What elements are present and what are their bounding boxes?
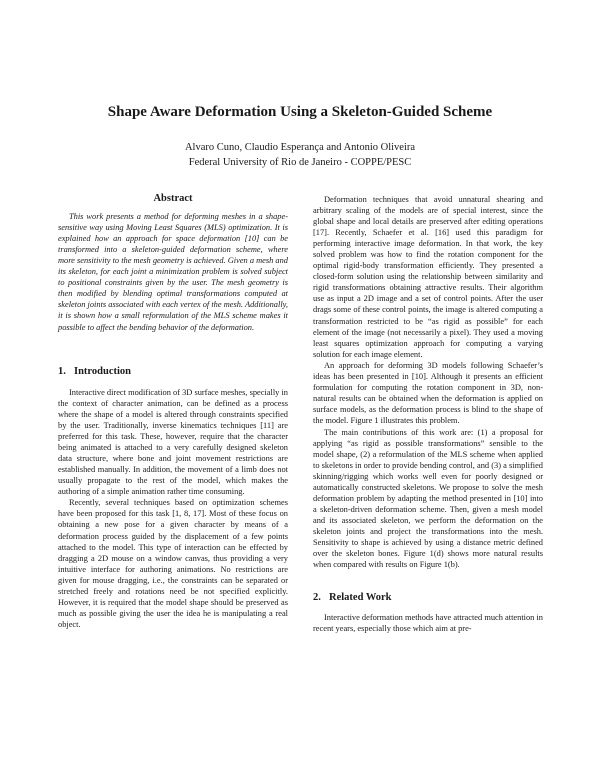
right-column: [313, 194, 543, 634]
paragraph: Interactive deformation methods have attracted much attention in recent years, especially those which aim at pre-: [313, 613, 543, 634]
abstract-heading: Abstract: [153, 193, 193, 204]
paragraph: Recently, several techniques based on optimization schemes have been proposed for this task [1, 8, 17]. Most of these focus on obtaining a new pose for a given character by means of a deformation process guided by the displacement of a few points attached to the model. This type of interaction can be effected by dragging a 2D mouse on a window canvas, thus providing a very intuitive interface for authoring animations. No restrictions are given for mouse dragging, i.e., the constraints can be separated or stretched freely and rotations need be not specified explicitly. However, it is required that the model shape should be preserved as much as possible giving the user the idea he is manipulating a real object.: [58, 498, 288, 629]
section-title: Introduction: [74, 365, 131, 377]
paragraph: Interactive direct modification of 3D surface meshes, specially in the context of character animation, can be defined as a process where the shape of a model is altered through constraints specified by the user. Traditionally, inverse kinematics techniques [11] are preferred for this task. These, however, require that the character being animated is attached to a very carefully designed skeleton data structure, where bone and joint movement restrictions are established manually. In addition, the movement of a limb does not usually propagate to the rest of the model, which makes the authoring of a simple animation rather time consuming.: [58, 387, 288, 497]
paragraph: Deformation techniques that avoid unnatural shearing and arbitrary scaling of the models are of special interest, since the global shape and local details are preserved after editing operations [17]. Recently, Schaefer et al. [16] used this paradigm for performing interactive image deformation. In that work, the key solved problem was how to find the rotation component for the optimal rigid-body transformation efficiently. They presented a closed-form solution using the relationship between similarity and rigid transformations obtaining attractive results. Their algorithm use as input a 2D image and a set of control points. After the user drags some of these control points, the image is altered computing a transformation restricted to be “as rigid as possible” for each element of the image (not necessarily a pixel). They used a moving least squares optimization approach for computing a varying solution for each image element.: [313, 195, 543, 359]
abstract-text: This work presents a method for deforming meshes in a shape-sensitive way using Moving Least Squares (MLS) optimization. It is explained how an approach for space deformation [10] can be transformed into a skeleton-guided deformation scheme, where more sensitivity to the mesh geometry is achieved. Given a mesh and its skeleton, for each joint a minimization problem is solved subject to positional constraints given by the user. The mesh geometry is then modified by blending optimal transformations computed at skeleton joints associated with each vertex of the mesh. Additionally, it is shown how a small reformulation of the MLS scheme makes it possible to affect the bending behavior of the deformation.: [58, 212, 288, 332]
author-affiliation: Federal University of Rio de Janeiro - COPPE/PESC: [188, 157, 412, 168]
related-work-heading: [313, 592, 543, 603]
section-title: Related Work: [329, 592, 392, 604]
paper-title: Shape Aware Deformation Using a Skeleton-Guided Scheme: [107, 104, 493, 120]
introduction-heading: [58, 366, 288, 377]
author-block: [0, 140, 600, 170]
left-column: [58, 193, 288, 630]
paragraph: The main contributions of this work are: (1) a proposal for applying “as rigid as possible transformations” sensible to the model shape, (2) a reformulation of the MLS scheme when applied to skeletons in order to provide bending control, and (3) a simplified skinning/rigging which works well even for poorly designed or automatically constructed skeletons. We propose to solve the mesh deformation problem by adapting the method presented in [10] into a skeleton-driven deformation scheme. Then, given a mesh model and its associated skeleton, we perform the deformation on the skeleton joints and project the transformations into the mesh. Sensitivity to shape is achieved by using a distance metric defined over the skeleton bones. Figure 1(d) shows more natural results when compared with results on Figure 1(b).: [313, 427, 543, 570]
author-names: Alvaro Cuno, Claudio Esperança and Antonio Oliveira: [184, 142, 416, 153]
paragraph: An approach for deforming 3D models following Schaefer’s ideas has been presented in [10]. Although it presents an efficient formulation for computing the rotation component in 3D, non-natural results can be obtained when the deformation is applied on surface models, as the deformation process is blind to the shape of the model. Figure 1 illustrates this problem.: [313, 361, 543, 426]
section-number: 1.: [58, 365, 66, 377]
section-number: 2.: [313, 592, 321, 604]
